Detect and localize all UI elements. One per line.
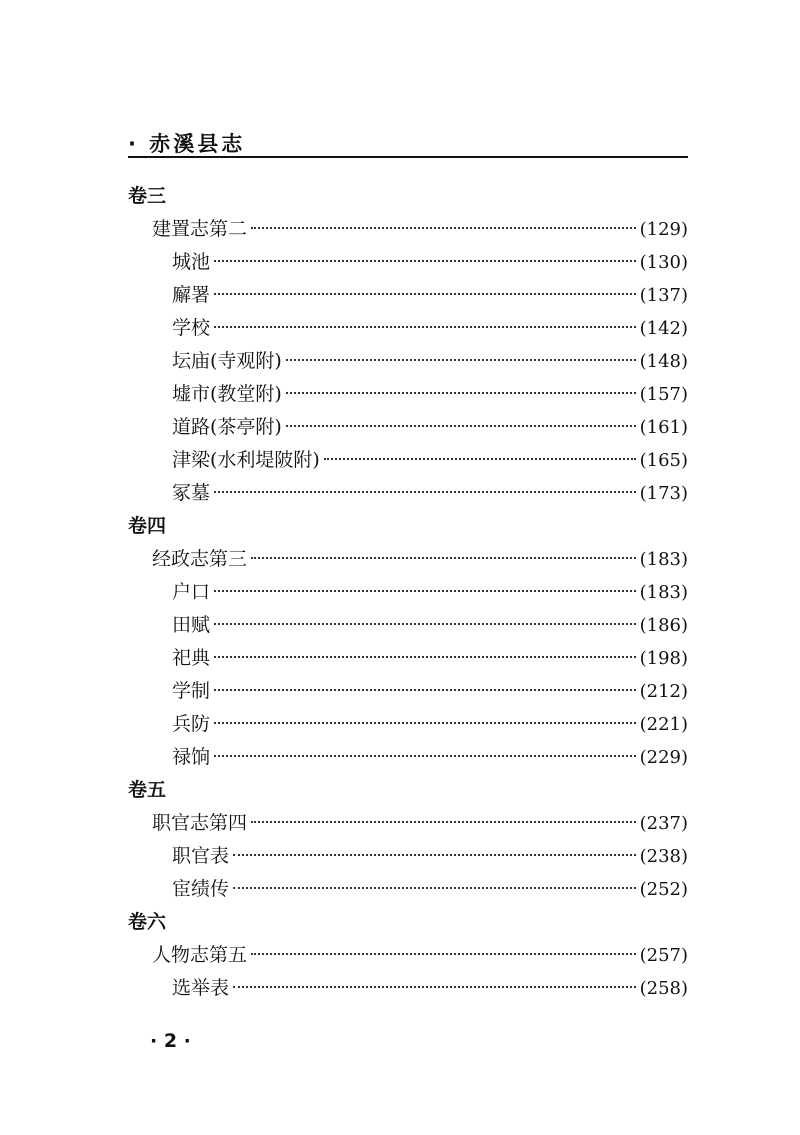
entry-page-number: (173) [639,483,688,504]
toc-chapter-entry [128,939,688,972]
entry-page-number: (137) [639,285,688,306]
toc-section-entry [128,279,688,312]
entry-title: 学制 [172,680,211,702]
volume-heading: 卷三 [128,185,167,207]
toc-chapter-entry [128,213,688,246]
volume-heading: 卷五 [128,779,167,801]
toc-section-entry [128,576,688,609]
toc-section-entry [128,642,688,675]
entry-page-number: (186) [639,615,688,636]
entry-page-number: (183) [639,582,688,603]
dot-leader [214,656,636,658]
entry-title: 田赋 [172,614,211,636]
entry-page-number: (257) [639,945,688,966]
toc-section-entry [128,741,688,774]
entry-title: 冢墓 [172,482,211,504]
entry-page-number: (130) [639,252,688,273]
entry-page-number: (221) [639,714,688,735]
toc-section-entry [128,444,688,477]
dot-leader [214,293,636,295]
dot-leader [214,722,636,724]
dot-leader [251,821,636,823]
toc-section-entry [128,840,688,873]
entry-title: 津梁(水利堤陂附) [172,449,320,471]
toc-section-entry [128,378,688,411]
entry-title: 户口 [172,581,211,603]
dot-leader [214,326,636,328]
entry-title: 兵防 [172,713,211,735]
toc-section-entry [128,477,688,510]
dot-leader [214,623,636,625]
dot-leader [286,392,636,394]
book-title: · 赤溪县志 [128,132,246,156]
entry-title: 职官志第四 [152,812,248,834]
dot-leader [214,689,636,691]
entry-title: 坛庙(寺观附) [172,350,282,372]
entry-page-number: (252) [639,879,688,900]
entry-page-number: (165) [639,450,688,471]
dot-leader [251,227,636,229]
entry-title: 道路(茶亭附) [172,416,282,438]
dot-leader [214,491,636,493]
entry-page-number: (129) [639,219,688,240]
table-of-contents [128,180,688,1005]
entry-page-number: (238) [639,846,688,867]
entry-page-number: (237) [639,813,688,834]
entry-title: 职官表 [172,845,230,867]
entry-title: 宦绩传 [172,878,230,900]
entry-page-number: (161) [639,417,688,438]
entry-page-number: (229) [639,747,688,768]
entry-title: 建置志第二 [152,218,248,240]
dot-leader [324,458,636,460]
dot-leader [233,986,636,988]
toc-section-entry [128,972,688,1005]
volume-heading: 卷四 [128,515,167,537]
dot-leader [233,854,636,856]
entry-page-number: (212) [639,681,688,702]
volume-heading: 卷六 [128,911,167,933]
toc-chapter-entry [128,543,688,576]
entry-page-number: (258) [639,978,688,999]
toc-section-entry [128,312,688,345]
toc-section-entry [128,411,688,444]
toc-section-entry [128,345,688,378]
entry-page-number: (198) [639,648,688,669]
entry-page-number: (142) [639,318,688,339]
entry-title: 祀典 [172,647,211,669]
entry-page-number: (183) [639,549,688,570]
dot-leader [233,887,636,889]
running-header [128,128,688,158]
toc-section-entry [128,609,688,642]
entry-title: 选举表 [172,977,230,999]
entry-title: 禄饷 [172,746,211,768]
dot-leader [286,359,636,361]
page-number: · 2 · [150,1030,191,1052]
toc-section-entry [128,246,688,279]
header-rule [128,156,688,158]
entry-page-number: (148) [639,351,688,372]
dot-leader [286,425,636,427]
entry-title: 经政志第三 [152,548,248,570]
dot-leader [214,260,636,262]
entry-title: 墟市(教堂附) [172,383,282,405]
toc-section-entry [128,708,688,741]
dot-leader [214,590,636,592]
toc-section-entry [128,873,688,906]
entry-title: 人物志第五 [152,944,248,966]
toc-chapter-entry [128,807,688,840]
entry-title: 廨署 [172,284,211,306]
entry-title: 学校 [172,317,211,339]
entry-title: 城池 [172,251,211,273]
toc-section-entry [128,675,688,708]
dot-leader [214,755,636,757]
dot-leader [251,557,636,559]
entry-page-number: (157) [639,384,688,405]
dot-leader [251,953,636,955]
